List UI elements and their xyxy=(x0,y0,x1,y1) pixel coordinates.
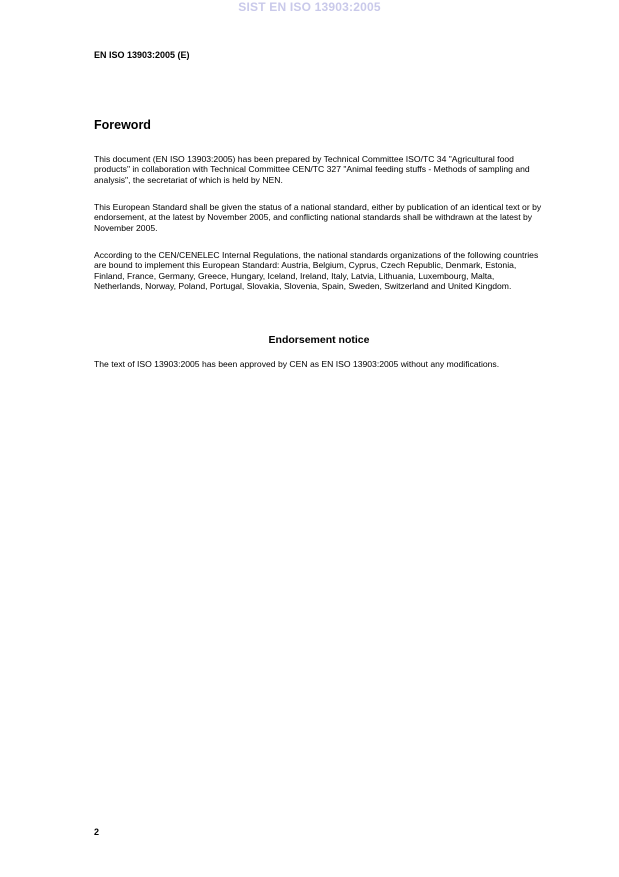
endorsement-notice-heading: Endorsement notice xyxy=(268,334,370,346)
foreword-heading: Foreword xyxy=(94,118,151,132)
endorsement-notice-text: The text of ISO 13903:2005 has been approved by CEN as EN ISO 13903:2005 without any modifications. xyxy=(94,359,500,369)
page-number: 2 xyxy=(94,827,100,837)
foreword-paragraph-1: This document (EN ISO 13903:2005) has been prepared by Technical Committee ISO/TC 34 "Agricultural food products" in collaboration with Technical Committee CEN/TC 327 "Animal feeding stuffs - Methods of sampling and analysis", the secretariat of which is held by NEN. xyxy=(94,154,530,185)
foreword-paragraph-2: This European Standard shall be given the status of a national standard, either by publication of an identical text or by endorsement, at the latest by November 2005, and conflicting national standards shall be withdrawn at the latest by November 2005. xyxy=(94,202,542,233)
document-header-id: EN ISO 13903:2005 (E) xyxy=(94,50,190,60)
watermark: SIST EN ISO 13903:2005 xyxy=(238,0,381,14)
foreword-paragraph-3: According to the CEN/CENELEC Internal Regulations, the national standards organizations of the following countries are bound to implement this European Standard: Austria, Belgium, Cyprus, Czech Republic, Denmark, Estonia, Finland, France, Germany, Greece, Hungary, Iceland, Ireland, Italy, Latvia, Lithuania, Luxembourg, Malta, Netherlands, Norway, Poland, Portugal, Slovakia, Slovenia, Spain, Sweden, Switzerland and United Kingdom. xyxy=(94,250,539,291)
